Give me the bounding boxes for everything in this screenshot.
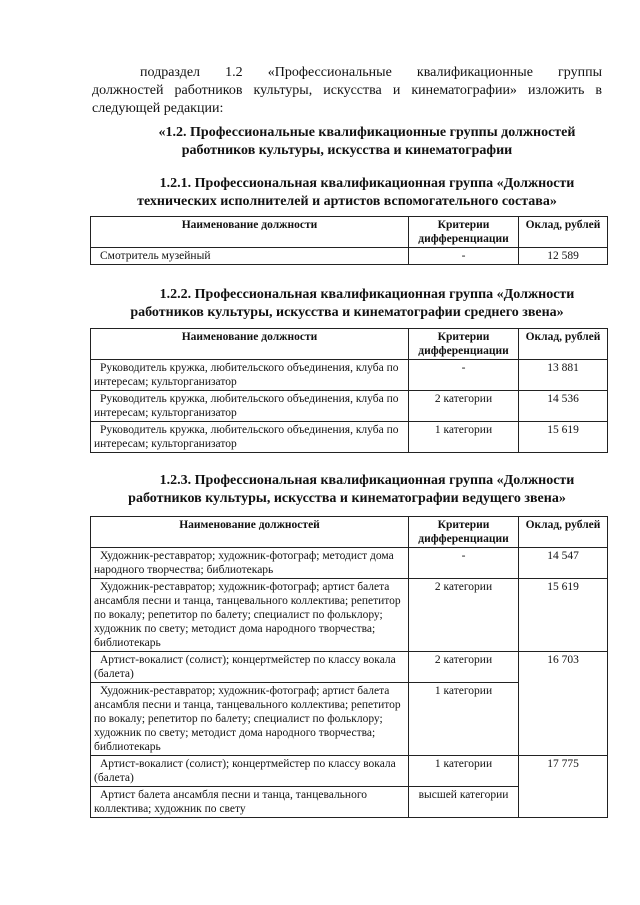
col-header-salary: Оклад, рублей bbox=[519, 517, 608, 548]
col-header-position: Наименование должностей bbox=[91, 517, 409, 548]
cell-criteria: - bbox=[409, 248, 519, 265]
col-header-criteria: Критерии дифференциации bbox=[409, 517, 519, 548]
section-3-heading-line-1: 1.2.3. Профессиональная квалификационная группа «Должности bbox=[159, 473, 575, 488]
cell-salary: 13 881 bbox=[519, 360, 608, 391]
cell-position: Руководитель кружка, любительского объединения, клуба по интересам; культорганизатор bbox=[91, 391, 409, 422]
table-row bbox=[91, 548, 608, 579]
main-heading-line-2: работников культуры, искусства и кинематографии bbox=[181, 143, 513, 158]
cell-position: Руководитель кружка, любительского объединения, клуба по интересам; культорганизатор bbox=[91, 422, 409, 453]
cell-position: Артист балета ансамбля песни и танца, танцевального коллектива; художник по свету bbox=[91, 787, 409, 818]
intro-line-3: следующей редакции: bbox=[92, 101, 224, 116]
col-header-position: Наименование должности bbox=[91, 217, 409, 248]
cell-criteria: 1 категории bbox=[409, 683, 519, 756]
table-header-row bbox=[91, 329, 608, 360]
col-header-criteria: Критерии дифференциации bbox=[409, 329, 519, 360]
cell-salary: 14 547 bbox=[519, 548, 608, 579]
col-header-salary: Оклад, рублей bbox=[519, 217, 608, 248]
cell-position: Руководитель кружка, любительского объединения, клуба по интересам; культорганизатор bbox=[91, 360, 409, 391]
section-1-heading-line-2: технических исполнителей и артистов вспомогательного состава» bbox=[137, 194, 557, 209]
cell-position: Смотритель музейный bbox=[91, 248, 409, 265]
intro-line-2: должностей работников культуры, искусства и кинематографии» изложить в bbox=[92, 83, 602, 98]
section-2-table bbox=[90, 328, 608, 453]
cell-salary: 15 619 bbox=[519, 422, 608, 453]
cell-criteria: 1 категории bbox=[409, 422, 519, 453]
section-2-heading-line-1: 1.2.2. Профессиональная квалификационная группа «Должности bbox=[159, 287, 575, 302]
section-1-heading bbox=[92, 175, 602, 211]
section-1-table bbox=[90, 216, 608, 265]
table-header-row bbox=[91, 517, 608, 548]
cell-salary: 16 703 bbox=[519, 652, 608, 756]
table-row bbox=[91, 652, 608, 683]
cell-position: Артист-вокалист (солист); концертмейстер по классу вокала (балета) bbox=[91, 652, 409, 683]
table-row bbox=[91, 391, 608, 422]
section-3-heading-line-2: работников культуры, искусства и кинематографии ведущего звена» bbox=[128, 491, 566, 506]
table-row bbox=[91, 579, 608, 652]
table-row bbox=[91, 756, 608, 787]
cell-salary: 17 775 bbox=[519, 756, 608, 818]
section-3-heading bbox=[92, 472, 602, 508]
cell-salary: 12 589 bbox=[519, 248, 608, 265]
cell-criteria: - bbox=[409, 360, 519, 391]
cell-position: Артист-вокалист (солист); концертмейстер по классу вокала (балета) bbox=[91, 756, 409, 787]
cell-salary: 15 619 bbox=[519, 579, 608, 652]
col-header-criteria: Критерии дифференциации bbox=[409, 217, 519, 248]
cell-position: Художник-реставратор; художник-фотограф; артист балета ансамбля песни и танца, танцевального коллектива; репетитор по вокалу; репетитор по балету; специалист по фольклору; художник по свету; методист дома народного творчества; библиотекарь bbox=[91, 579, 409, 652]
main-heading bbox=[92, 124, 602, 160]
table-row bbox=[91, 248, 608, 265]
cell-criteria: высшей категории bbox=[409, 787, 519, 818]
cell-criteria: 1 категории bbox=[409, 756, 519, 787]
table-row bbox=[91, 422, 608, 453]
table-header-row bbox=[91, 217, 608, 248]
main-heading-line-1: «1.2. Профессиональные квалификационные группы должностей bbox=[158, 125, 576, 140]
cell-criteria: - bbox=[409, 548, 519, 579]
col-header-salary: Оклад, рублей bbox=[519, 329, 608, 360]
cell-criteria: 2 категории bbox=[409, 391, 519, 422]
section-3-table bbox=[90, 516, 608, 818]
section-1-heading-line-1: 1.2.1. Профессиональная квалификационная группа «Должности bbox=[159, 176, 575, 191]
cell-criteria: 2 категории bbox=[409, 579, 519, 652]
cell-salary: 14 536 bbox=[519, 391, 608, 422]
cell-position: Художник-реставратор; художник-фотограф; артист балета ансамбля песни и танца, танцевального коллектива; репетитор по вокалу; репетитор по балету; специалист по фольклору; художник по свету; методист дома народного творчества; библиотекарь bbox=[91, 683, 409, 756]
cell-criteria: 2 категории bbox=[409, 652, 519, 683]
section-2-heading bbox=[92, 286, 602, 322]
section-2-heading-line-2: работников культуры, искусства и кинематографии среднего звена» bbox=[130, 305, 564, 320]
intro-paragraph bbox=[92, 64, 602, 118]
table-row bbox=[91, 360, 608, 391]
intro-line-1: подраздел 1.2 «Профессиональные квалификационные группы bbox=[140, 65, 602, 80]
col-header-position: Наименование должности bbox=[91, 329, 409, 360]
cell-position: Художник-реставратор; художник-фотограф; методист дома народного творчества; библиотекарь bbox=[91, 548, 409, 579]
